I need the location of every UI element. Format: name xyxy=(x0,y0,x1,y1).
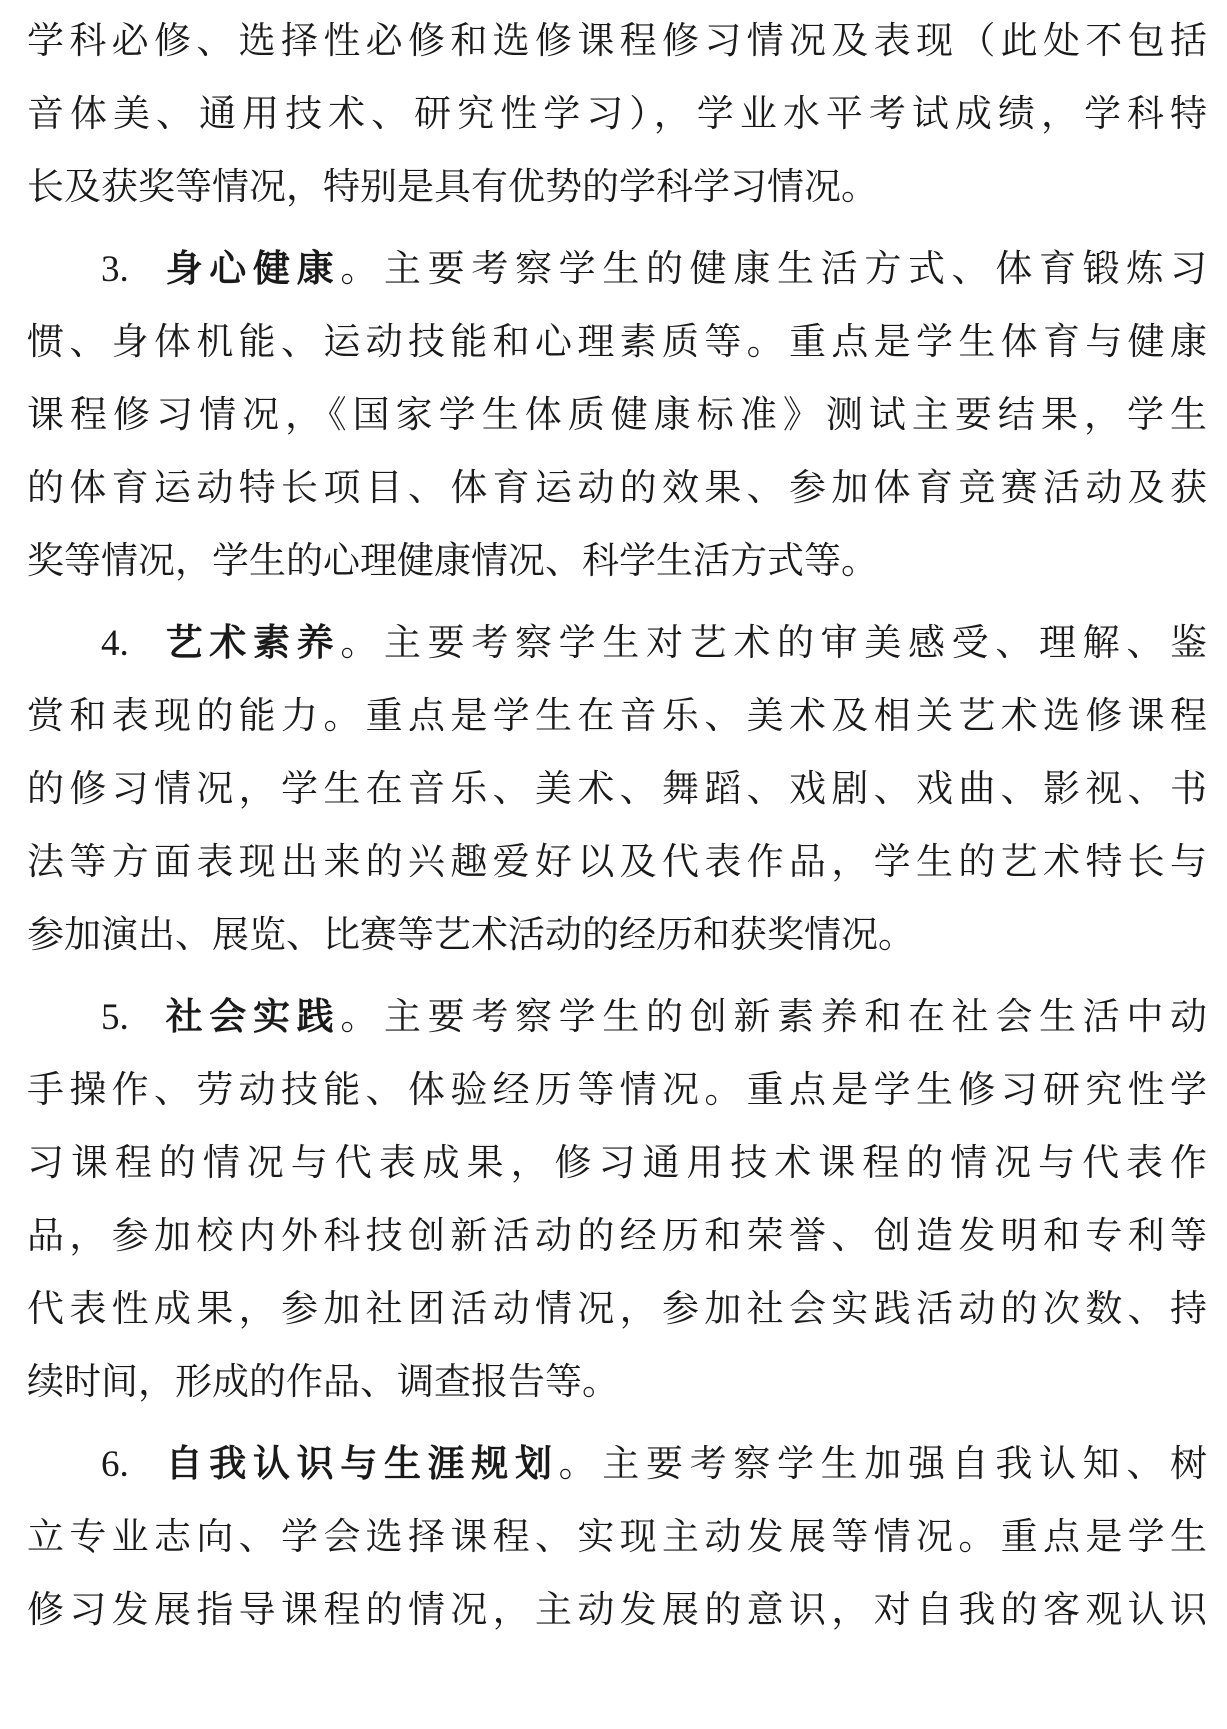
paragraph-academic-continuation xyxy=(27,4,1207,223)
paragraph-physical-mental-health xyxy=(27,232,1207,597)
paragraph-first-line xyxy=(27,1427,1207,1500)
item-number: 6. xyxy=(101,1444,129,1485)
paragraph-artistic-literacy xyxy=(27,606,1207,971)
section-heading: 艺术素养 xyxy=(165,620,341,664)
text-line: 奖等情况，学生的心理健康情况、科学生活方式等。 xyxy=(27,539,878,582)
text-line: 代表性成果，参加社团活动情况，参加社会实践活动的次数、持 xyxy=(27,1287,1207,1330)
text-line: 续时间，形成的作品、调查报告等。 xyxy=(27,1360,619,1403)
text-run: 。主要考察学生对艺术的审美感受、理解、鉴 xyxy=(340,621,1208,664)
text-line: 立专业志向、学会选择课程、实现主动发展等情况。重点是学生 xyxy=(27,1515,1207,1558)
item-number: 5. xyxy=(101,997,129,1038)
text-line: 法等方面表现出来的兴趣爱好以及代表作品，学生的艺术特长与 xyxy=(27,840,1207,883)
text-run: 。主要考察学生的创新素养和在社会生活中动 xyxy=(340,995,1208,1038)
text-line: 习课程的情况与代表成果，修习通用技术课程的情况与代表作 xyxy=(27,1141,1207,1184)
document-body xyxy=(27,4,1207,1646)
paragraph-social-practice xyxy=(27,980,1207,1418)
paragraph-first-line xyxy=(27,232,1207,305)
paragraph-self-awareness-career xyxy=(27,1427,1207,1646)
text-run: 。主要考察学生加强自我认知、树 xyxy=(558,1442,1208,1485)
text-line: 品，参加校内外科技创新活动的经历和荣誉、创造发明和专利等 xyxy=(27,1214,1207,1257)
text-line: 长及获奖等情况，特别是具有优势的学科学习情况。 xyxy=(27,165,878,208)
section-heading: 社会实践 xyxy=(165,994,341,1038)
text-run: 。主要考察学生的健康生活方式、体育锻炼习 xyxy=(340,247,1208,290)
item-number: 3. xyxy=(101,249,129,290)
text-line: 学科必修、选择性必修和选修课程修习情况及表现（此处不包括 xyxy=(27,19,1207,62)
paragraph-first-line xyxy=(27,606,1207,679)
text-line: 赏和表现的能力。重点是学生在音乐、美术及相关艺术选修课程 xyxy=(27,694,1207,737)
text-line: 惯、身体机能、运动技能和心理素质等。重点是学生体育与健康 xyxy=(27,320,1207,363)
text-line: 参加演出、展览、比赛等艺术活动的经历和获奖情况。 xyxy=(27,913,915,956)
text-line: 课程修习情况，《国家学生体质健康标准》测试主要结果，学生 xyxy=(27,393,1207,436)
text-line: 的修习情况，学生在音乐、美术、舞蹈、戏剧、戏曲、影视、书 xyxy=(27,767,1207,810)
paragraph-first-line xyxy=(27,980,1207,1053)
section-heading: 自我认识与生涯规划 xyxy=(165,1441,559,1485)
text-line: 的体育运动特长项目、体育运动的效果、参加体育竞赛活动及获 xyxy=(27,466,1207,509)
text-line: 修习发展指导课程的情况，主动发展的意识，对自我的客观认识 xyxy=(27,1588,1207,1631)
text-line: 音体美、通用技术、研究性学习），学业水平考试成绩，学科特 xyxy=(27,92,1207,135)
section-heading: 身心健康 xyxy=(165,246,341,290)
item-number: 4. xyxy=(101,623,129,664)
text-line: 手操作、劳动技能、体验经历等情况。重点是学生修习研究性学 xyxy=(27,1068,1207,1111)
